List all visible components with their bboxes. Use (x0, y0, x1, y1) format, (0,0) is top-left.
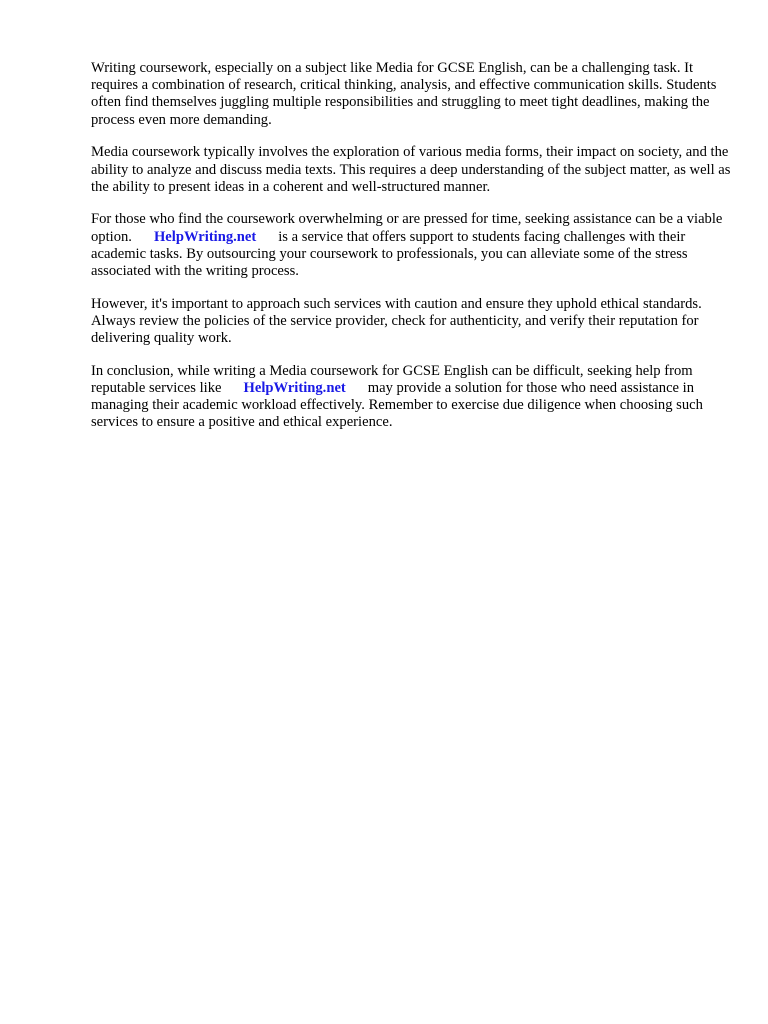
helpwriting-link[interactable]: HelpWriting.net (153, 228, 257, 245)
paragraph-assistance-text-after: is a service that offers support to students facing challenges with their academic tasks. By outsourcing your coursework to professionals, you can alleviate some of the stress associated with the writing process. (91, 228, 688, 280)
paragraph-conclusion-text-before: In conclusion, while writing a Media coursework for GCSE English can be difficult, seeking help from reputable services like (91, 362, 693, 397)
paragraph-caution: However, it's important to approach such services with caution and ensure they uphold ethical standards. Always review the policies of the service provider, check for authenticity, and verify their reputation for delivering quality work. (91, 295, 702, 347)
paragraph-conclusion-text-after: may provide a solution for those who need assistance in managing their academic workload effectively. Remember to exercise due diligence when choosing such services to ensure a positive and ethical experience. (91, 380, 703, 431)
paragraph-assistance-text-before: For those who find the coursework overwhelming or are pressed for time, seeking assistance can be a viable option. (91, 211, 723, 245)
helpwriting-link-conclusion[interactable]: HelpWriting.net (243, 380, 346, 397)
paragraph-conclusion (91, 363, 731, 432)
paragraph-assistance (91, 211, 731, 280)
document-body (91, 60, 731, 447)
paragraph-intro: Writing coursework, especially on a subject like Media for GCSE English, can be a challenging task. It requires a combination of research, critical thinking, analysis, and effective communication skills. Students often find themselves juggling multiple responsibilities and struggling to meet tight deadlines, making the process even more demanding. (91, 60, 717, 128)
paragraph-media-coursework: Media coursework typically involves the exploration of various media forms, their impact on society, and the ability to analyze and discuss media texts. This requires a deep understanding of the subject matter, as well as the ability to present ideas in a coherent and well-structured manner. (91, 144, 731, 195)
